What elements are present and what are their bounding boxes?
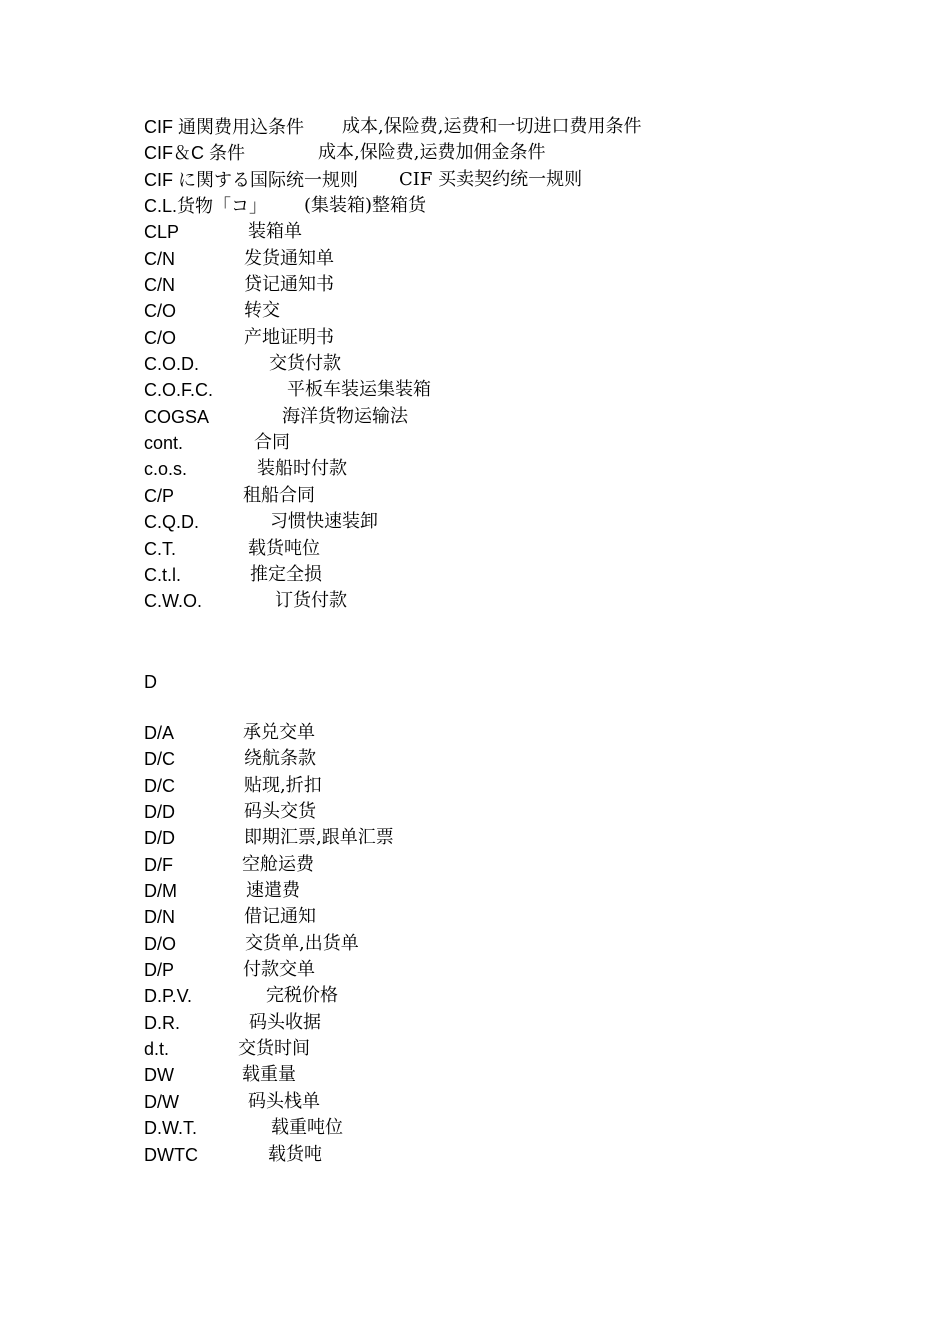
glossary-meaning: 海洋货物运输法 xyxy=(282,405,408,427)
glossary-meaning: 载重吨位 xyxy=(271,1117,343,1139)
glossary-row xyxy=(144,957,844,983)
glossary-meaning: 借记通知 xyxy=(244,906,316,928)
glossary-term: C.L.货物「コ」 xyxy=(144,196,268,217)
glossary-term: D/P xyxy=(144,960,175,981)
glossary-row xyxy=(144,377,844,403)
glossary-term: DW xyxy=(144,1065,174,1086)
glossary-row xyxy=(144,140,844,166)
glossary-row xyxy=(144,799,844,825)
glossary-term: D/N xyxy=(144,907,175,928)
glossary-term: C.T. xyxy=(144,538,177,559)
glossary-meaning: (集装箱)整箱货 xyxy=(304,195,427,217)
glossary-meaning: 交货单,出货单 xyxy=(245,932,359,954)
glossary-row xyxy=(144,720,844,746)
glossary-row xyxy=(144,852,844,878)
glossary-row xyxy=(144,193,844,219)
glossary-meaning: 装箱单 xyxy=(248,221,302,243)
glossary-row xyxy=(144,483,844,509)
glossary-term: DWTC xyxy=(144,1144,198,1165)
glossary-meaning: 空舱运费 xyxy=(242,853,314,875)
glossary-row xyxy=(144,325,844,351)
glossary-meaning: 码头栈单 xyxy=(248,1090,320,1112)
glossary-meaning: 码头收据 xyxy=(249,1011,321,1033)
glossary-term: C/N xyxy=(144,275,175,296)
glossary-meaning: 交货付款 xyxy=(269,353,341,375)
glossary-term: c.o.s. xyxy=(144,459,188,480)
glossary-row xyxy=(144,114,844,140)
glossary-term: d.t. xyxy=(144,1039,170,1060)
glossary-term: D.W.T. xyxy=(144,1118,197,1139)
glossary-row xyxy=(144,825,844,851)
glossary-row xyxy=(144,588,844,614)
glossary-row xyxy=(144,351,844,377)
glossary-term: C/O xyxy=(144,301,177,322)
glossary-row xyxy=(144,773,844,799)
glossary-meaning: 贴现,折扣 xyxy=(244,774,322,796)
glossary-meaning: 推定全损 xyxy=(250,563,322,585)
glossary-term: CLP xyxy=(144,222,180,243)
glossary-term: cont. xyxy=(144,433,184,454)
glossary-meaning: 转交 xyxy=(244,300,280,322)
glossary-meaning: 贷记通知书 xyxy=(244,274,334,296)
glossary-term: D/W xyxy=(144,1091,179,1112)
glossary-meaning: 成本,保险费,运费加佣金条件 xyxy=(318,142,546,164)
glossary-meaning: 成本,保险费,运费和一切进口费用条件 xyxy=(342,116,642,137)
glossary-row xyxy=(144,983,844,1009)
glossary-term: CIF に関する国际统一规则 xyxy=(144,169,358,190)
glossary-meaning: CIF 买卖契约统一规则 xyxy=(399,168,583,190)
glossary-row xyxy=(144,1062,844,1088)
glossary-term: CIF＆C 条件 xyxy=(144,143,245,164)
glossary-row xyxy=(144,878,844,904)
glossary-row xyxy=(144,1115,844,1141)
glossary-meaning: 租船合同 xyxy=(243,484,315,506)
glossary-row xyxy=(144,298,844,324)
glossary-term: CIF 通関费用込条件 xyxy=(144,117,304,137)
glossary-term: D.R. xyxy=(144,1012,180,1033)
glossary-meaning: 产地证明书 xyxy=(244,326,334,348)
glossary-row xyxy=(144,272,844,298)
glossary-row xyxy=(144,404,844,430)
glossary-term: D/M xyxy=(144,881,177,902)
glossary-term: C/P xyxy=(144,485,175,506)
glossary-row xyxy=(144,167,844,193)
glossary-meaning: 习惯快速装卸 xyxy=(270,511,378,533)
glossary-meaning: 装船时付款 xyxy=(257,458,347,480)
glossary-meaning: 合同 xyxy=(254,432,290,454)
glossary-row xyxy=(144,931,844,957)
glossary-meaning: 载货吨位 xyxy=(248,537,320,559)
glossary-meaning: 载货吨 xyxy=(268,1143,322,1165)
glossary-meaning: 即期汇票,跟单汇票 xyxy=(244,827,394,849)
glossary-term: D/D xyxy=(144,802,175,823)
glossary-row xyxy=(144,904,844,930)
glossary-term: C/O xyxy=(144,327,177,348)
glossary-meaning: 平板车装运集装箱 xyxy=(287,379,431,401)
glossary-term: D/A xyxy=(144,723,175,743)
glossary-term: C.O.F.C. xyxy=(144,380,214,401)
glossary-row xyxy=(144,1036,844,1062)
glossary-meaning: 绕航条款 xyxy=(244,748,316,770)
glossary-row xyxy=(144,1010,844,1036)
glossary-meaning: 速遣费 xyxy=(246,880,300,902)
glossary-row xyxy=(144,246,844,272)
glossary-term: D/F xyxy=(144,854,173,875)
glossary-term: D.P.V. xyxy=(144,986,193,1007)
glossary-meaning: 完税价格 xyxy=(266,985,338,1007)
glossary-meaning: 码头交货 xyxy=(244,801,316,823)
glossary-section-d xyxy=(144,720,844,1168)
section-heading-d: D xyxy=(144,672,157,692)
glossary-meaning: 交货时间 xyxy=(238,1038,310,1060)
glossary-meaning: 发货通知单 xyxy=(244,247,334,269)
glossary-term: C.O.D. xyxy=(144,354,200,375)
glossary-term: C/N xyxy=(144,248,175,269)
glossary-term: D/C xyxy=(144,749,175,770)
glossary-row xyxy=(144,430,844,456)
glossary-section-c xyxy=(144,114,844,615)
glossary-term: D/O xyxy=(144,933,177,954)
glossary-meaning: 付款交单 xyxy=(243,959,315,981)
glossary-meaning: 承兑交单 xyxy=(243,722,315,743)
glossary-term: C.W.O. xyxy=(144,591,202,612)
glossary-row xyxy=(144,562,844,588)
glossary-term: COGSA xyxy=(144,406,210,427)
glossary-row xyxy=(144,746,844,772)
glossary-row xyxy=(144,456,844,482)
glossary-row xyxy=(144,509,844,535)
glossary-meaning: 载重量 xyxy=(242,1064,296,1086)
glossary-row xyxy=(144,219,844,245)
glossary-row xyxy=(144,536,844,562)
glossary-term: D/D xyxy=(144,828,175,849)
glossary-term: D/C xyxy=(144,775,175,796)
glossary-term: C.Q.D. xyxy=(144,512,200,533)
glossary-meaning: 订货付款 xyxy=(275,590,347,612)
glossary-term: C.t.l. xyxy=(144,564,182,585)
glossary-row xyxy=(144,1089,844,1115)
glossary-row xyxy=(144,1142,844,1168)
